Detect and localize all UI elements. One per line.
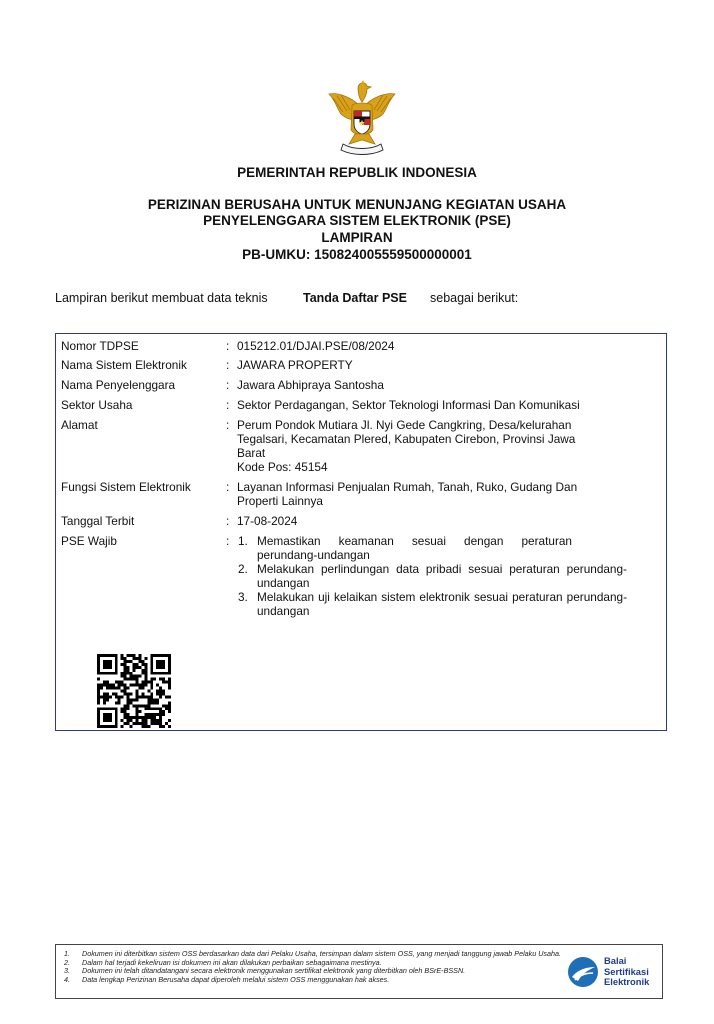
detail-separator: :	[226, 339, 230, 353]
document-title-line1: PERIZINAN BERUSAHA UNTUK MENUNJANG KEGIATAN USAHA	[147, 197, 567, 212]
detail-value: 17-08-2024	[237, 514, 298, 528]
logo-line3: Elektronik	[604, 976, 650, 987]
detail-label: Nama Sistem Elektronik	[61, 358, 187, 372]
detail-value: Layanan Informasi Penjualan Rumah, Tanah, Ruko, Gudang Dan Properti Lainnya	[237, 480, 578, 508]
detail-separator: :	[226, 514, 230, 528]
detail-label: PSE Wajib	[61, 534, 117, 548]
pse-wajib-item	[232, 562, 627, 590]
pse-wajib-item	[232, 590, 627, 618]
note-text: Dokumen ini telah ditandatangani secara elektronik menggunakan sertifikat elektronik yang diterbitkan oleh BSrE-BSSN.	[82, 966, 466, 976]
footer-notes-list	[64, 950, 564, 984]
detail-separator: :	[226, 480, 230, 494]
item-number: 3.	[238, 590, 248, 604]
detail-value-address	[237, 418, 582, 474]
intro-emphasis: Tanda Daftar PSE	[303, 291, 407, 305]
document-title-line3: LAMPIRAN	[321, 230, 393, 245]
detail-value: Sektor Perdagangan, Sektor Teknologi Informasi Dan Komunikasi	[237, 398, 580, 412]
note-text: Data lengkap Perizinan Berusaha dapat diperoleh melalui sistem OSS menggunakan hak akses.	[82, 974, 390, 984]
detail-label: Nomor TDPSE	[61, 339, 139, 353]
detail-separator: :	[226, 358, 230, 372]
item-text: Melakukan uji kelaikan sistem elektronik sesuai peraturan perundang-undangan	[257, 590, 627, 618]
footer-note	[64, 976, 564, 985]
note-number: 4.	[64, 974, 70, 984]
footer-notes-box	[55, 944, 663, 999]
qr-code	[97, 654, 171, 728]
address-postal-code: Kode Pos: 45154	[237, 460, 328, 474]
bsre-logo	[566, 953, 661, 993]
item-text: Memastikan keamanan sesuai dengan peraturan perundang-undangan	[257, 534, 572, 562]
detail-value: 015212.01/DJAI.PSE/08/2024	[237, 339, 395, 353]
note-number: 1.	[64, 949, 70, 958]
address-text: Perum Pondok Mutiara Jl. Nyi Gede Cangkring, Desa/kelurahan Tegalsari, Kecamatan Plered, Kabupaten Cirebon, Provinsi Jawa Barat	[237, 418, 576, 460]
note-text: Dokumen ini diterbitkan sistem OSS berdasarkan data dari Pelaku Usaha, tersimpan dalam sistem OSS, yang menjadi tanggung jawab Pelaku Usaha.	[82, 949, 562, 958]
item-text: Melakukan perlindungan data pribadi sesuai peraturan perundang-undangan	[257, 562, 627, 590]
detail-label: Nama Penyelenggara	[61, 378, 176, 392]
detail-separator: :	[226, 378, 230, 392]
pb-umku-number: PB-UMKU: 150824005559500000001	[242, 247, 472, 262]
detail-value: JAWARA PROPERTY	[237, 358, 353, 372]
detail-separator: :	[226, 398, 230, 412]
item-number: 2.	[238, 562, 248, 576]
pse-wajib-item	[232, 534, 572, 562]
note-text: Dalam hal terjadi kekeliruan isi dokumen ini akan dilakukan perbaikan sebagaimana mestinya.	[82, 957, 382, 967]
pse-wajib-list	[232, 534, 627, 618]
detail-label: Sektor Usaha	[61, 398, 133, 412]
intro-suffix: sebagai berikut:	[430, 291, 519, 305]
details-box	[55, 333, 667, 731]
garuda-pancasila-emblem	[325, 78, 399, 156]
detail-separator: :	[226, 534, 230, 548]
detail-separator: :	[226, 418, 230, 432]
detail-label: Tanggal Terbit	[61, 514, 135, 528]
logo-line1: Balai	[604, 955, 627, 966]
bsre-logo-text	[604, 956, 649, 988]
logo-line2: Sertifikasi	[604, 965, 649, 977]
detail-value: Jawara Abhipraya Santosha	[237, 378, 384, 392]
note-number: 2.	[64, 957, 70, 967]
bsre-logo-icon	[566, 955, 600, 989]
detail-label: Fungsi Sistem Elektronik	[61, 480, 191, 494]
intro-prefix: Lampiran berikut membuat data teknis	[55, 291, 268, 305]
intro-sentence	[55, 291, 655, 307]
item-number: 1.	[238, 534, 248, 548]
note-number: 3.	[64, 966, 70, 976]
document-title-line2: PENYELENGGARA SISTEM ELEKTRONIK (PSE)	[203, 213, 511, 228]
government-heading: PEMERINTAH REPUBLIK INDONESIA	[237, 165, 477, 180]
detail-label: Alamat	[61, 418, 98, 432]
